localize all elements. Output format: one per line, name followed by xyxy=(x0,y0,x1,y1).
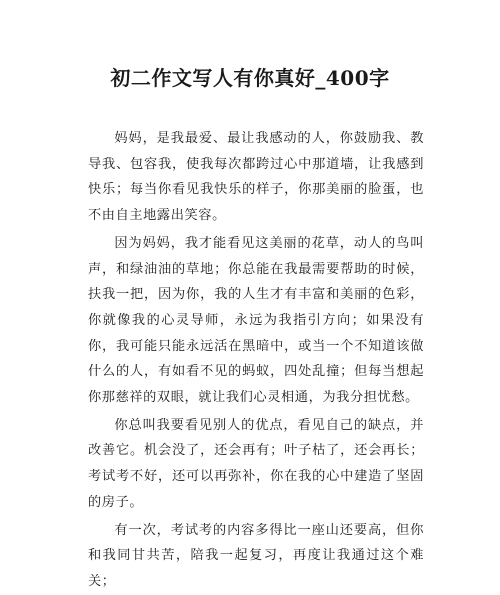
paragraph-4: 有一次，考试考的内容多得比一座山还要高，但你和我同甘共苦，陪我一起复习，再度让我通过这个难关； xyxy=(88,522,424,589)
document-title: 初二作文写人有你真好_400字 xyxy=(110,66,390,90)
paragraph-1: 妈妈，是我最爱、最让我感动的人，你鼓励我、教导我、包容我，使我每次都跨过心中那道墙，让我感到快乐；每当你看见我快乐的样子，你那美丽的脸蛋，也不由自主地露出笑容。 xyxy=(88,131,424,224)
paragraph-2: 因为妈妈，我才能看见这美丽的花草，动人的鸟叫声，和绿油油的草地；你总能在我最需要帮助的时候，扶我一把，因为你，我的人生才有丰富和美丽的色彩，你就像我的心灵导师，永远为我指引方向；如果没有你，我可能只能永远活在黑暗中，或当一个不知道该做什么的人，有如看不见的蚂蚁，四处乱撞；但每当想起你那慈祥的双眼，就让我们心灵相通，为我分担忧愁。 xyxy=(88,235,424,406)
paragraph-3: 你总叫我要看见别人的优点，看见自己的缺点，并改善它。机会没了，还会再有；叶子枯了，还会再长；考试考不好，还可以再弥补，你在我的心中建造了坚固的房子。 xyxy=(88,417,424,510)
document-body xyxy=(88,126,424,595)
